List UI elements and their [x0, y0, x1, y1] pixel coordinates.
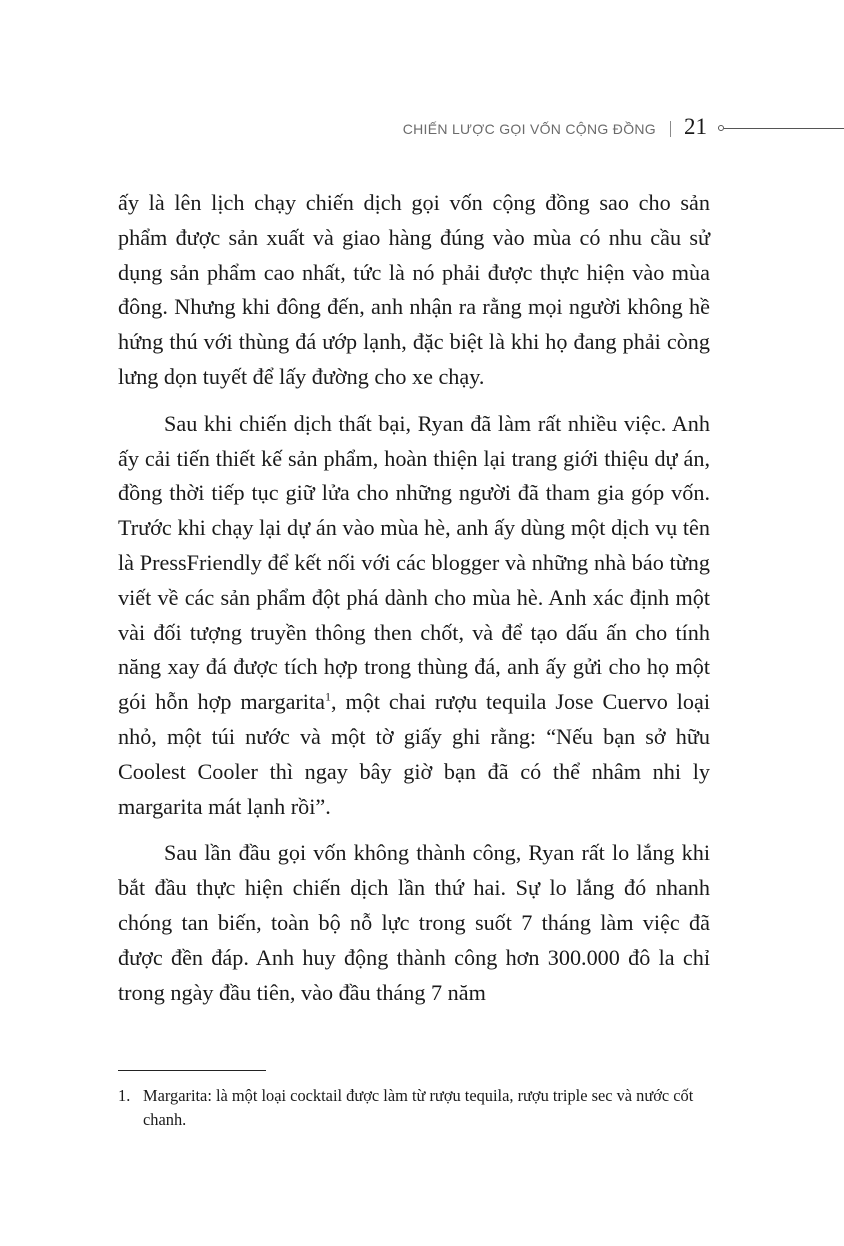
paragraph-1: ấy là lên lịch chạy chiến dịch gọi vốn cộng đồng sao cho sản phẩm được sản xuất và giao hàng đúng vào mùa có nhu cầu sử dụng sản phẩm cao nhất, tức là nó phải được thực hiện vào mùa đông. Nhưng khi đông đến, anh nhận ra rằng mọi người không hề hứng thú với thùng đá ướp lạnh, đặc biệt là khi họ đang phải còng lưng dọn tuyết để lấy đường cho xe chạy.	[118, 190, 710, 389]
header-divider	[670, 121, 671, 137]
footnote	[118, 1084, 710, 1132]
body-text	[118, 186, 710, 1022]
paragraph-3: Sau lần đầu gọi vốn không thành công, Ryan rất lo lắng khi bắt đầu thực hiện chiến dịch lần thứ hai. Sự lo lắng đó nhanh chóng tan biến, toàn bộ nỗ lực trong suốt 7 tháng làm việc đã được đền đáp. Anh huy động thành công hơn 300.000 đô la chỉ trong ngày đầu tiên, vào đầu tháng 7 năm	[118, 840, 710, 1005]
paragraph-2-text: Sau khi chiến dịch thất bại, Ryan đã làm rất nhiều việc. Anh ấy cải tiến thiết kế sản phẩm, hoàn thiện lại trang giới thiệu dự án, đồng thời tiếp tục giữ lửa cho những người đã tham gia góp vốn. Trước khi chạy lại dự án vào mùa hè, anh ấy dùng một dịch vụ tên là PressFriendly để kết nối với các blogger và những nhà báo từng viết về các sản phẩm đột phá dành cho mùa hè. Anh xác định một vài đối tượng truyền thông then chốt, và để tạo dấu ấn cho tính năng xay đá được tích hợp trong thùng đá, anh ấy gửi cho họ một gói hỗn hợp margarita	[118, 410, 710, 715]
page-number: 21	[684, 114, 707, 139]
paragraph-2	[118, 407, 710, 825]
chapter-title: CHIẾN LƯỢC GỌI VỐN CỘNG ĐỒNG	[402, 121, 656, 137]
paragraph-2-text-cont: , một chai rượu tequila Jose Cuervo loại nhỏ, một túi nước và một tờ giấy ghi rằng: “Nếu bạn sở hữu Coolest Cooler thì ngay bây giờ bạn đã có thể nhâm nhi ly margarita mát lạnh rồi”.	[118, 689, 711, 819]
header-ornament-line	[724, 128, 844, 129]
footnote-text: Margarita: là một loại cocktail được làm từ rượu tequila, rượu triple sec và nước cốt chanh.	[143, 1086, 694, 1129]
footnote-number: 1.	[118, 1086, 131, 1105]
footnote-marker: 1	[324, 689, 331, 704]
running-header	[300, 114, 844, 144]
footnote-divider	[118, 1070, 266, 1071]
